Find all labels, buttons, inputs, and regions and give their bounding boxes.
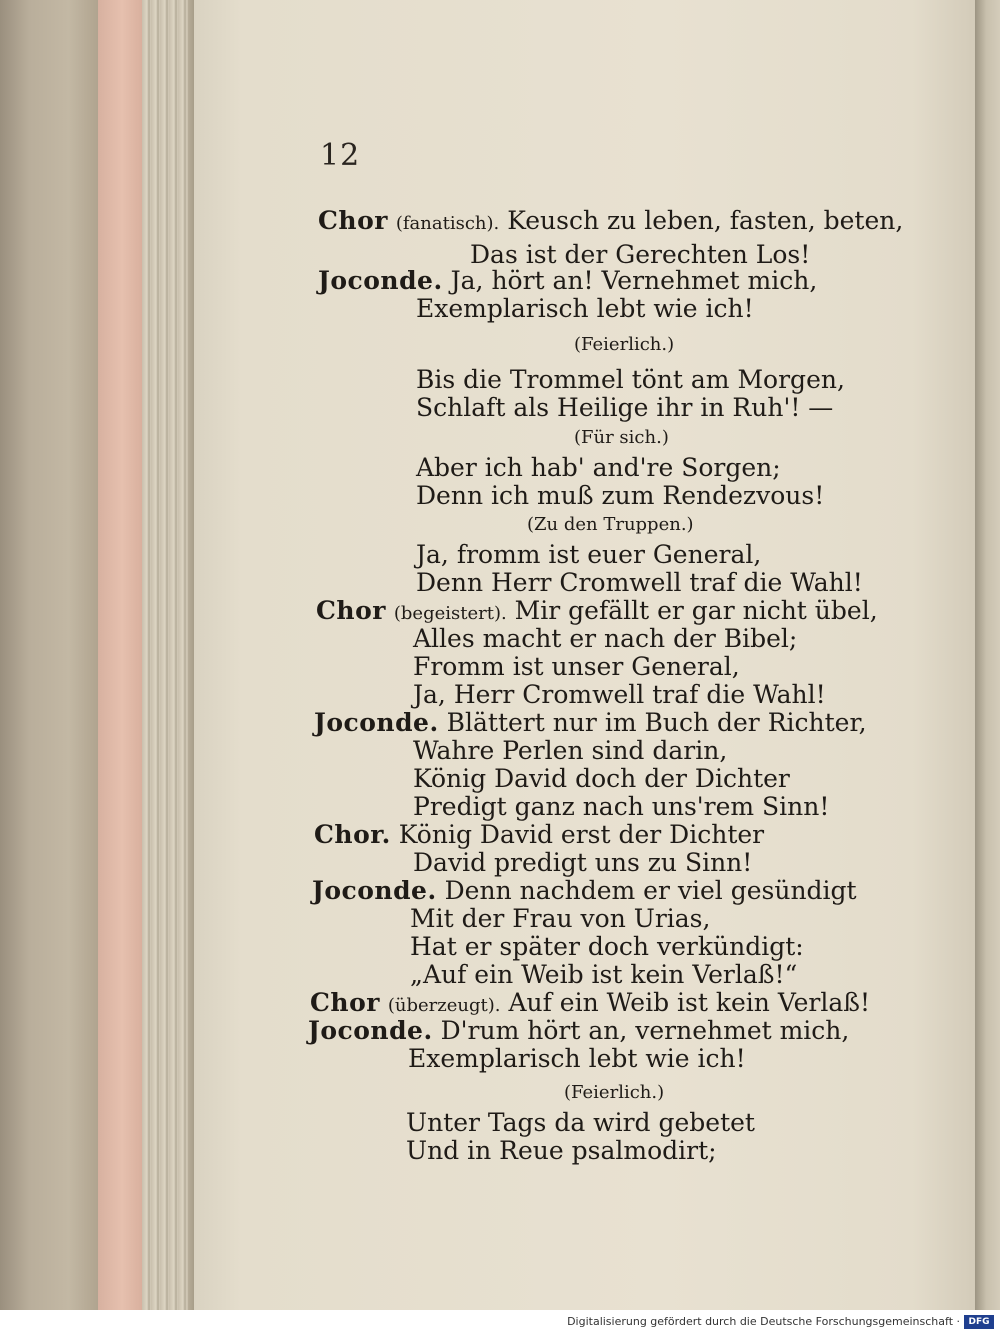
- stage-direction: (fanatisch).: [395, 213, 500, 234]
- speaker-name: Chor.: [314, 820, 391, 849]
- verse-text: David predigt uns zu Sinn!: [413, 848, 753, 877]
- verse-text: Wahre Perlen sind darin,: [413, 736, 728, 765]
- text-line: [416, 391, 833, 425]
- verse-text: Ja, hört an! Vernehmet mich,: [450, 266, 818, 295]
- verse-text: Das ist der Gerechten Los!: [470, 240, 811, 269]
- verse-text: König David erst der Dichter: [398, 820, 765, 849]
- text-line: [416, 292, 754, 326]
- speaker-name: Chor: [316, 596, 386, 625]
- footer-bar: [0, 1310, 1000, 1335]
- verse-text: Denn ich muß zum Rendezvous!: [416, 481, 825, 510]
- text-line: [408, 1042, 746, 1076]
- verse-text: Exemplarisch lebt wie ich!: [416, 294, 754, 323]
- speaker-name: Chor: [310, 988, 380, 1017]
- verse-text: Aber ich hab' and're Sorgen;: [416, 453, 781, 482]
- verse-text: Ja, fromm ist euer General,: [416, 540, 762, 569]
- verse-text: (Feierlich.): [574, 334, 675, 355]
- speaker-name: Joconde.: [308, 1016, 433, 1045]
- text-line: [406, 1134, 717, 1168]
- verse-text: Alles macht er nach der Bibel;: [413, 624, 798, 653]
- stage-direction-line: [527, 508, 694, 542]
- speaker-name: Joconde.: [312, 876, 437, 905]
- verse-text: Exemplarisch lebt wie ich!: [408, 1044, 746, 1073]
- verse-text: Denn Herr Cromwell traf die Wahl!: [416, 568, 863, 597]
- verse-text: (Für sich.): [574, 427, 669, 448]
- verse-text: Fromm ist unser General,: [413, 652, 740, 681]
- stage-direction-line: [564, 1076, 664, 1110]
- verse-text: Denn nachdem er viel gesündigt: [444, 876, 857, 905]
- verse-text: Hat er später doch verkündigt:: [410, 932, 804, 961]
- stage-direction: (begeistert).: [393, 603, 507, 624]
- verse-text: (Zu den Truppen.): [527, 514, 694, 535]
- verse-text: (Feierlich.): [564, 1082, 665, 1103]
- text-line: [318, 204, 903, 241]
- stage-direction-line: [574, 328, 674, 362]
- stage-direction: (überzeugt).: [387, 995, 501, 1016]
- verse-text: Schlaft als Heilige ihr in Ruh'! —: [416, 393, 834, 422]
- verse-text: D'rum hört an, vernehmet mich,: [440, 1016, 850, 1045]
- verse-text: Und in Reue psalmodirt;: [406, 1136, 717, 1165]
- verse-text: Blättert nur im Buch der Richter,: [446, 708, 867, 737]
- verse-text: „Auf ein Weib ist kein Verlaß!“: [410, 960, 798, 989]
- speaker-name: Chor: [318, 206, 388, 235]
- verse-text: Mir gefällt er gar nicht übel,: [514, 596, 878, 625]
- verse-text: Keusch zu leben, fasten, beten,: [507, 206, 904, 235]
- verse-text: Mit der Frau von Urias,: [410, 904, 711, 933]
- funding-notice: Digitalisierung gefördert durch die Deutsche Forschungsgemeinschaft ·: [567, 1315, 960, 1328]
- speaker-name: Joconde.: [318, 266, 443, 295]
- stage-direction-line: [574, 421, 669, 455]
- dfg-logo-icon: DFG: [964, 1315, 994, 1329]
- verse-text: Unter Tags da wird gebetet: [406, 1108, 755, 1137]
- verse-text: Predigt ganz nach uns'rem Sinn!: [413, 792, 830, 821]
- page-number: 12: [320, 138, 361, 173]
- verse-text: Ja, Herr Cromwell traf die Wahl!: [413, 680, 826, 709]
- speaker-name: Joconde.: [314, 708, 439, 737]
- verse-text: Auf ein Weib ist kein Verlaß!: [508, 988, 871, 1017]
- verse-text: König David doch der Dichter: [413, 764, 790, 793]
- verse-text: Bis die Trommel tönt am Morgen,: [416, 365, 845, 394]
